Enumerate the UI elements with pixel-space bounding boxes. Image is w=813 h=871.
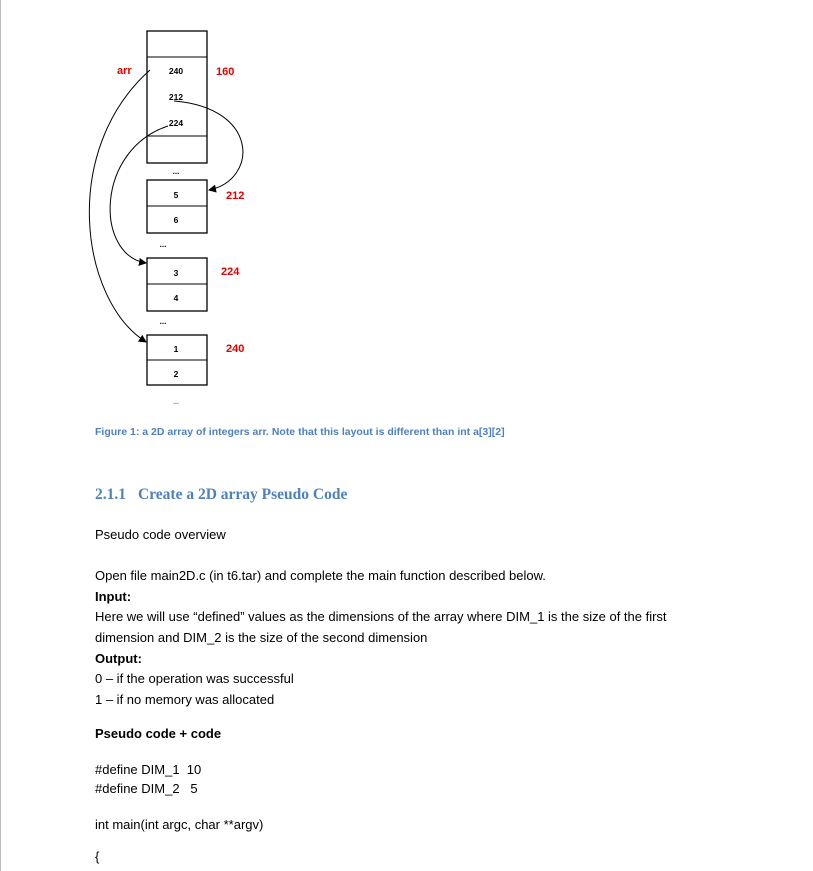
row-block-224 [147,258,207,311]
pointer-arrow-to-240 [89,70,150,342]
main-signature: int main(int argc, char **argv) [95,817,264,832]
row-block-240 [147,335,207,385]
define-dim1: #define DIM_1 10 [95,762,202,777]
pointer-arrow-to-212 [174,101,243,190]
pointer-block-address: 160 [216,66,235,78]
arr-label: arr [117,65,132,77]
pointer-cell-1: 212 [168,92,184,102]
row-block-212 [147,180,207,233]
gap-dots: ... [173,399,179,406]
input-label: Input: [95,589,132,604]
gap-dots: ... [172,167,180,176]
array-diagram [0,0,813,420]
row-value: 2 [173,369,179,379]
pointer-array-block [147,31,207,163]
pseudo-code-label: Pseudo code + code [95,726,222,741]
row-value: 4 [173,293,179,303]
section-number: 2.1.1 [95,486,126,503]
open-brace: { [95,849,100,864]
row-address-240: 240 [226,343,245,355]
input-description-line2: dimension and DIM_2 is the size of the second dimension [95,630,428,645]
row-value: 6 [173,215,179,225]
row-value: 3 [173,268,179,278]
instruction-text: Open file main2D.c (in t6.tar) and complete the main function described below. [95,568,546,583]
pointer-cell-0: 240 [168,66,184,76]
figure-caption: Figure 1: a 2D array of integers arr. Note that this layout is different than int a[3][2] [95,426,505,438]
row-value: 1 [173,344,179,354]
input-description-line1: Here we will use “defined” values as the dimensions of the array where DIM_1 is the size of the first [95,609,667,624]
section-heading [95,486,347,504]
gap-dots: ... [159,317,167,326]
define-dim2: #define DIM_2 5 [95,781,198,796]
output-line1: 0 – if the operation was successful [95,671,294,686]
row-address-212: 212 [226,190,245,202]
overview-text: Pseudo code overview [95,527,226,542]
section-title: Create a 2D array Pseudo Code [138,486,348,503]
output-line2: 1 – if no memory was allocated [95,692,275,707]
gap-dots: ... [159,240,167,249]
row-address-224: 224 [221,266,240,278]
output-label: Output: [95,651,142,666]
pointer-cell-2: 224 [168,118,184,128]
row-value: 5 [173,190,179,200]
